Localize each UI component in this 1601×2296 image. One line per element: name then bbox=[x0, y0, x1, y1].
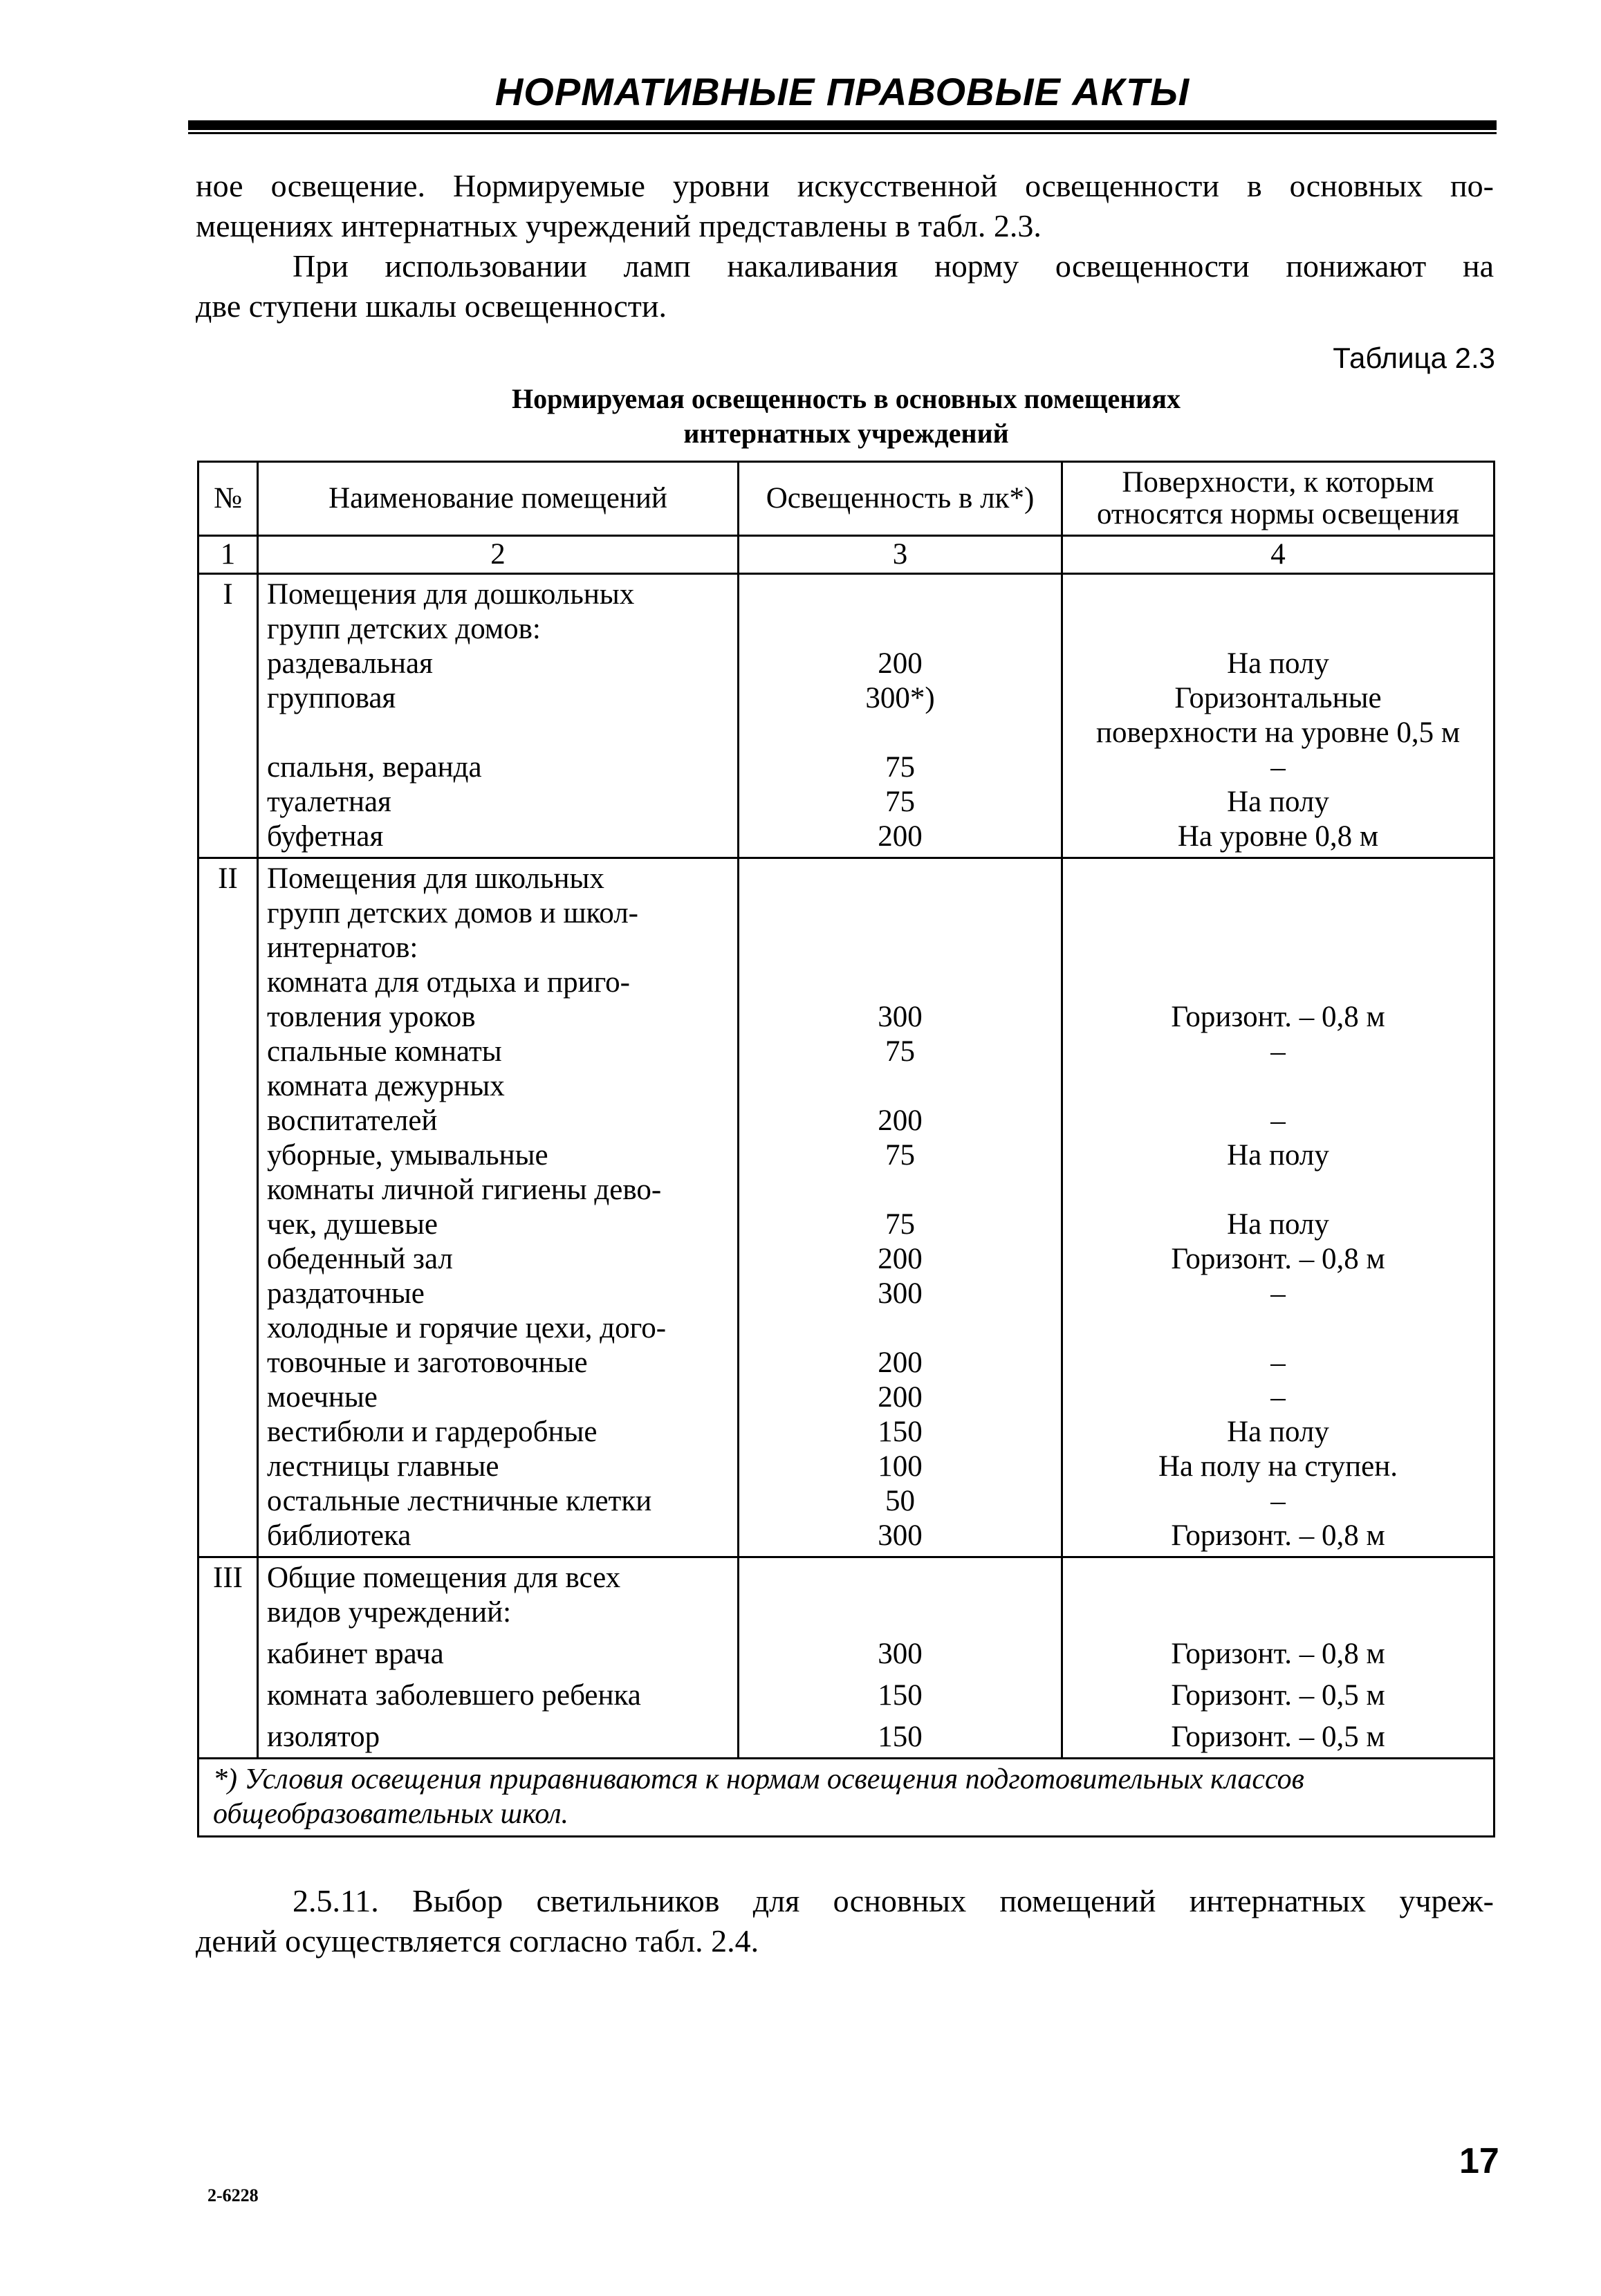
illuminance-line: 200 bbox=[878, 1381, 923, 1414]
illuminance-line: 75 bbox=[885, 751, 915, 784]
illuminance-value bbox=[739, 1277, 1061, 1311]
surface-lines bbox=[1063, 965, 1493, 1035]
illuminance-line: 75 bbox=[885, 1139, 915, 1172]
surface-lines bbox=[1063, 1069, 1493, 1138]
room-name bbox=[259, 1630, 737, 1672]
room-names bbox=[258, 574, 739, 858]
surface-lines bbox=[1063, 785, 1493, 820]
table-caption bbox=[197, 382, 1495, 451]
surface-lines bbox=[1063, 577, 1493, 612]
room-name-line: раздевальная bbox=[267, 647, 433, 680]
room-name bbox=[259, 1311, 737, 1380]
room-name-line: комната для отдыха и приго- bbox=[267, 966, 630, 999]
table-section bbox=[198, 1557, 1494, 1759]
surface-lines bbox=[1063, 1035, 1493, 1069]
room-name bbox=[259, 1173, 737, 1242]
room-name-line: уборные, умывальные bbox=[267, 1139, 548, 1172]
illuminance-value bbox=[739, 1035, 1061, 1069]
illuminance-value bbox=[739, 1242, 1061, 1277]
section-number: II bbox=[198, 858, 258, 1557]
table-footnote: *) Условия освещения приравниваются к нормам освещения подготовительных классов общеобразовательных школ. bbox=[198, 1759, 1494, 1837]
room-name-line: холодные и горячие цехи, дого- bbox=[267, 1312, 667, 1344]
surface-lines bbox=[1063, 1380, 1493, 1415]
header-line: Поверхности, к которым bbox=[1122, 466, 1434, 499]
illuminance-line: 150 bbox=[878, 1416, 923, 1448]
surface-lines bbox=[1063, 1561, 1493, 1595]
illuminance-value bbox=[739, 1561, 1061, 1630]
illuminance-value bbox=[739, 750, 1061, 785]
illuminance-value bbox=[739, 1069, 1061, 1138]
surface bbox=[1063, 1713, 1493, 1755]
surface-line: Горизонт. – 0,8 м bbox=[1171, 1638, 1385, 1670]
room-name bbox=[259, 820, 737, 854]
room-name-line: видов учреждений: bbox=[267, 1596, 512, 1629]
room-name-line: лестницы главные bbox=[267, 1450, 499, 1483]
illumination-table bbox=[197, 461, 1495, 1837]
illuminance-value bbox=[739, 1415, 1061, 1450]
room-name-line: комната дежурных bbox=[267, 1070, 505, 1102]
room-names bbox=[258, 1557, 739, 1759]
section-header-title: НОРМАТИВНЫЕ ПРАВОВЫЕ АКТЫ bbox=[494, 70, 1190, 113]
illuminance-line: 75 bbox=[885, 786, 915, 818]
col-number: 4 bbox=[1062, 536, 1494, 574]
illuminance-value bbox=[739, 1484, 1061, 1519]
room-name bbox=[259, 1380, 737, 1415]
outro-paragraph bbox=[196, 1881, 1494, 1961]
room-name bbox=[259, 1519, 737, 1553]
room-name-line: кабинет врача bbox=[267, 1638, 444, 1670]
room-name bbox=[259, 862, 737, 965]
surface-line: На уровне 0,8 м bbox=[1177, 820, 1379, 853]
col-number: 3 bbox=[739, 536, 1062, 574]
surface-lines bbox=[1063, 1450, 1493, 1484]
surface bbox=[1063, 750, 1493, 785]
text-line: дений осуществляется согласно табл. 2.4. bbox=[196, 1923, 759, 1959]
room-name-line: комната заболевшего ребенка bbox=[267, 1679, 641, 1712]
room-name bbox=[259, 1277, 737, 1311]
text-line: При использовании ламп накаливания норму освещенности понижают на bbox=[293, 248, 1494, 284]
illuminance-line bbox=[739, 931, 1061, 965]
room-name-line: комнаты личной гигиены дево- bbox=[267, 1174, 662, 1206]
surface-lines bbox=[1063, 862, 1493, 931]
col-number: 1 bbox=[198, 536, 258, 574]
table-section bbox=[198, 858, 1494, 1557]
room-name bbox=[259, 1672, 737, 1713]
surface bbox=[1063, 647, 1493, 681]
caption-line: Нормируемая освещенность в основных помещениях bbox=[511, 383, 1181, 414]
room-name bbox=[259, 1035, 737, 1069]
illuminance-values bbox=[739, 858, 1062, 1557]
room-name-line: интернатов: bbox=[267, 932, 418, 964]
room-name bbox=[259, 965, 737, 1035]
caption-line: интернатных учреждений bbox=[683, 418, 1009, 449]
surface bbox=[1063, 1035, 1493, 1069]
illuminance-line: 50 bbox=[885, 1485, 915, 1517]
surface-line: – bbox=[1270, 1346, 1286, 1379]
surface-line: – bbox=[1270, 1035, 1286, 1068]
illuminance-value bbox=[739, 820, 1061, 854]
illuminance-line: 150 bbox=[878, 1679, 923, 1712]
illuminance-line: 75 bbox=[885, 1035, 915, 1068]
surface-lines bbox=[1063, 1637, 1493, 1672]
surface-lines bbox=[1063, 1484, 1493, 1519]
table-header-row bbox=[198, 462, 1494, 536]
room-name-line: обеденный зал bbox=[267, 1243, 453, 1275]
surface bbox=[1063, 1561, 1493, 1630]
surface bbox=[1063, 965, 1493, 1035]
surface-line: Горизонт. – 0,8 м bbox=[1171, 1001, 1385, 1033]
surface-lines bbox=[1063, 820, 1493, 854]
room-name-line: раздаточные bbox=[267, 1277, 425, 1310]
section-number: I bbox=[198, 574, 258, 858]
illuminance-values bbox=[739, 1557, 1062, 1759]
room-name-line: спальные комнаты bbox=[267, 1035, 502, 1068]
illuminance-value bbox=[739, 1519, 1061, 1553]
room-name-line: чек, душевые bbox=[267, 1208, 438, 1241]
surface bbox=[1063, 1519, 1493, 1553]
surface-values bbox=[1062, 574, 1494, 858]
illuminance-value bbox=[739, 1450, 1061, 1484]
illuminance-line bbox=[739, 1595, 1061, 1630]
header-line: относятся нормы освещения bbox=[1096, 498, 1460, 530]
surface bbox=[1063, 1311, 1493, 1380]
surface bbox=[1063, 577, 1493, 647]
room-name-line: изолятор bbox=[267, 1721, 380, 1753]
illuminance-line: 75 bbox=[885, 1208, 915, 1241]
header-rule-thin bbox=[188, 132, 1497, 134]
surface-line: Горизонт. – 0,8 м bbox=[1171, 1243, 1385, 1275]
surface-lines bbox=[1063, 1519, 1493, 1553]
print-code: 2-6228 bbox=[207, 2185, 259, 2205]
surface-lines bbox=[1063, 1415, 1493, 1450]
illuminance-line: 300 bbox=[878, 1277, 923, 1310]
text-line: мещениях интернатных учреждений представлены в табл. 2.3. bbox=[196, 208, 1042, 243]
surface-values bbox=[1062, 1557, 1494, 1759]
surface-line: – bbox=[1270, 1277, 1286, 1310]
room-name bbox=[259, 1713, 737, 1755]
room-name bbox=[259, 1484, 737, 1519]
surface-lines bbox=[1063, 1720, 1493, 1755]
surface-line: поверхности на уровне 0,5 м bbox=[1095, 716, 1461, 749]
illuminance-line: 200 bbox=[878, 1346, 923, 1379]
room-name bbox=[259, 1450, 737, 1484]
room-name-line: вестибюли и гардеробные bbox=[267, 1416, 598, 1448]
room-name bbox=[259, 647, 737, 681]
surface bbox=[1063, 1450, 1493, 1484]
illuminance-value bbox=[739, 681, 1061, 750]
surface-lines bbox=[1063, 1138, 1493, 1173]
illuminance-line bbox=[739, 612, 1061, 647]
section-number: III bbox=[198, 1557, 258, 1759]
surface bbox=[1063, 1277, 1493, 1311]
surface bbox=[1063, 1630, 1493, 1672]
room-name-line: воспитателей bbox=[267, 1104, 438, 1137]
illuminance-line: 200 bbox=[878, 647, 923, 680]
illuminance-value bbox=[739, 1380, 1061, 1415]
surface-lines bbox=[1063, 1173, 1493, 1242]
surface bbox=[1063, 862, 1493, 965]
room-name-line: буфетная bbox=[267, 820, 384, 853]
illuminance-values bbox=[739, 574, 1062, 858]
illuminance-value bbox=[739, 577, 1061, 647]
room-name-line: остальные лестничные клетки bbox=[267, 1485, 652, 1517]
room-name-line: групп детских домов и школ- bbox=[267, 897, 638, 929]
surface bbox=[1063, 820, 1493, 854]
surface-line: На полу на ступен. bbox=[1158, 1450, 1398, 1483]
illuminance-line: 200 bbox=[878, 1243, 923, 1275]
header-surfaces bbox=[1062, 462, 1494, 536]
room-name bbox=[259, 1138, 737, 1173]
surface-lines bbox=[1063, 1242, 1493, 1277]
surface bbox=[1063, 785, 1493, 820]
col-number: 2 bbox=[258, 536, 739, 574]
room-name bbox=[259, 1415, 737, 1450]
surface bbox=[1063, 1415, 1493, 1450]
table-section bbox=[198, 574, 1494, 858]
room-name-line: моечные bbox=[267, 1381, 378, 1414]
surface-lines bbox=[1063, 647, 1493, 681]
illuminance-line: 300 bbox=[878, 1001, 923, 1033]
room-name bbox=[259, 1561, 737, 1630]
room-name-line: Помещения для школьных bbox=[267, 862, 604, 895]
room-name-line: спальня, веранда bbox=[267, 751, 482, 784]
footnote-row bbox=[198, 1759, 1494, 1837]
surface-line: На полу bbox=[1227, 786, 1329, 818]
header-number: № bbox=[198, 462, 258, 536]
room-name-line: групповая bbox=[267, 682, 396, 714]
illuminance-line: 200 bbox=[878, 1104, 923, 1137]
illuminance-line: 300*) bbox=[865, 682, 935, 714]
illuminance-line: 150 bbox=[878, 1721, 923, 1753]
surface bbox=[1063, 1173, 1493, 1242]
illuminance-value bbox=[739, 862, 1061, 965]
surface-line: На полу bbox=[1227, 647, 1329, 680]
surface-line: – bbox=[1270, 1104, 1286, 1137]
page-number: 17 bbox=[1459, 2141, 1499, 2181]
surface-line: Горизонт. – 0,5 м bbox=[1171, 1679, 1385, 1712]
header-rule bbox=[188, 120, 1497, 130]
illuminance-value bbox=[739, 1630, 1061, 1672]
room-name-line: туалетная bbox=[267, 786, 391, 818]
surface bbox=[1063, 1484, 1493, 1519]
room-name-line: библиотека bbox=[267, 1519, 411, 1552]
surface-values bbox=[1062, 858, 1494, 1557]
text-line: 2.5.11. Выбор светильников для основных помещений интернатных учреж- bbox=[293, 1883, 1494, 1918]
illuminance-line: 300 bbox=[878, 1519, 923, 1552]
room-names bbox=[258, 858, 739, 1557]
surface-lines bbox=[1063, 1277, 1493, 1311]
surface-line: – bbox=[1270, 751, 1286, 784]
surface-line: – bbox=[1270, 1381, 1286, 1414]
surface-line: Горизонт. – 0,5 м bbox=[1171, 1721, 1385, 1753]
surface-line: На полу bbox=[1227, 1139, 1329, 1172]
table-label: Таблица 2.3 bbox=[1333, 342, 1495, 374]
surface-line: – bbox=[1270, 1485, 1286, 1517]
illuminance-value bbox=[739, 1173, 1061, 1242]
surface bbox=[1063, 1138, 1493, 1173]
surface-lines bbox=[1063, 681, 1493, 750]
surface bbox=[1063, 681, 1493, 750]
illuminance-value bbox=[739, 1138, 1061, 1173]
text-line: две ступени шкалы освещенности. bbox=[196, 288, 667, 324]
illuminance-line: 100 bbox=[878, 1450, 923, 1483]
surface bbox=[1063, 1242, 1493, 1277]
room-name-line: Общие помещения для всех bbox=[267, 1562, 621, 1594]
illuminance-value bbox=[739, 785, 1061, 820]
intro-paragraph bbox=[196, 166, 1494, 326]
illuminance-value bbox=[739, 1672, 1061, 1713]
room-name bbox=[259, 577, 737, 647]
header-room-name: Наименование помещений bbox=[258, 462, 739, 536]
column-number-row bbox=[198, 536, 1494, 574]
surface-lines bbox=[1063, 1678, 1493, 1713]
room-name bbox=[259, 785, 737, 820]
room-name bbox=[259, 750, 737, 785]
surface-lines bbox=[1063, 750, 1493, 785]
room-name bbox=[259, 1242, 737, 1277]
surface-lines bbox=[1063, 1311, 1493, 1380]
illuminance-value bbox=[739, 1311, 1061, 1380]
illuminance-value bbox=[739, 1713, 1061, 1755]
surface-line: Горизонтальные bbox=[1174, 682, 1382, 714]
illuminance-line: 200 bbox=[878, 820, 923, 853]
illuminance-value bbox=[739, 965, 1061, 1035]
surface bbox=[1063, 1069, 1493, 1138]
room-name bbox=[259, 1069, 737, 1138]
room-name-line: товочные и заготовочные bbox=[267, 1346, 588, 1379]
text-line: ное освещение. Нормируемые уровни искусственной освещенности в основных по- bbox=[196, 168, 1494, 203]
room-name-line: товления уроков bbox=[267, 1001, 476, 1033]
surface-line: Горизонт. – 0,8 м bbox=[1171, 1519, 1385, 1552]
surface-line: На полу bbox=[1227, 1416, 1329, 1448]
illuminance-line: 300 bbox=[878, 1638, 923, 1670]
room-name bbox=[259, 681, 737, 750]
room-name-line: групп детских домов: bbox=[267, 613, 541, 645]
surface bbox=[1063, 1380, 1493, 1415]
room-name-line: Помещения для дошкольных bbox=[267, 578, 635, 611]
surface bbox=[1063, 1672, 1493, 1713]
illuminance-value bbox=[739, 647, 1061, 681]
surface-line: На полу bbox=[1227, 1208, 1329, 1241]
header-illuminance: Освещенность в лк*) bbox=[739, 462, 1062, 536]
